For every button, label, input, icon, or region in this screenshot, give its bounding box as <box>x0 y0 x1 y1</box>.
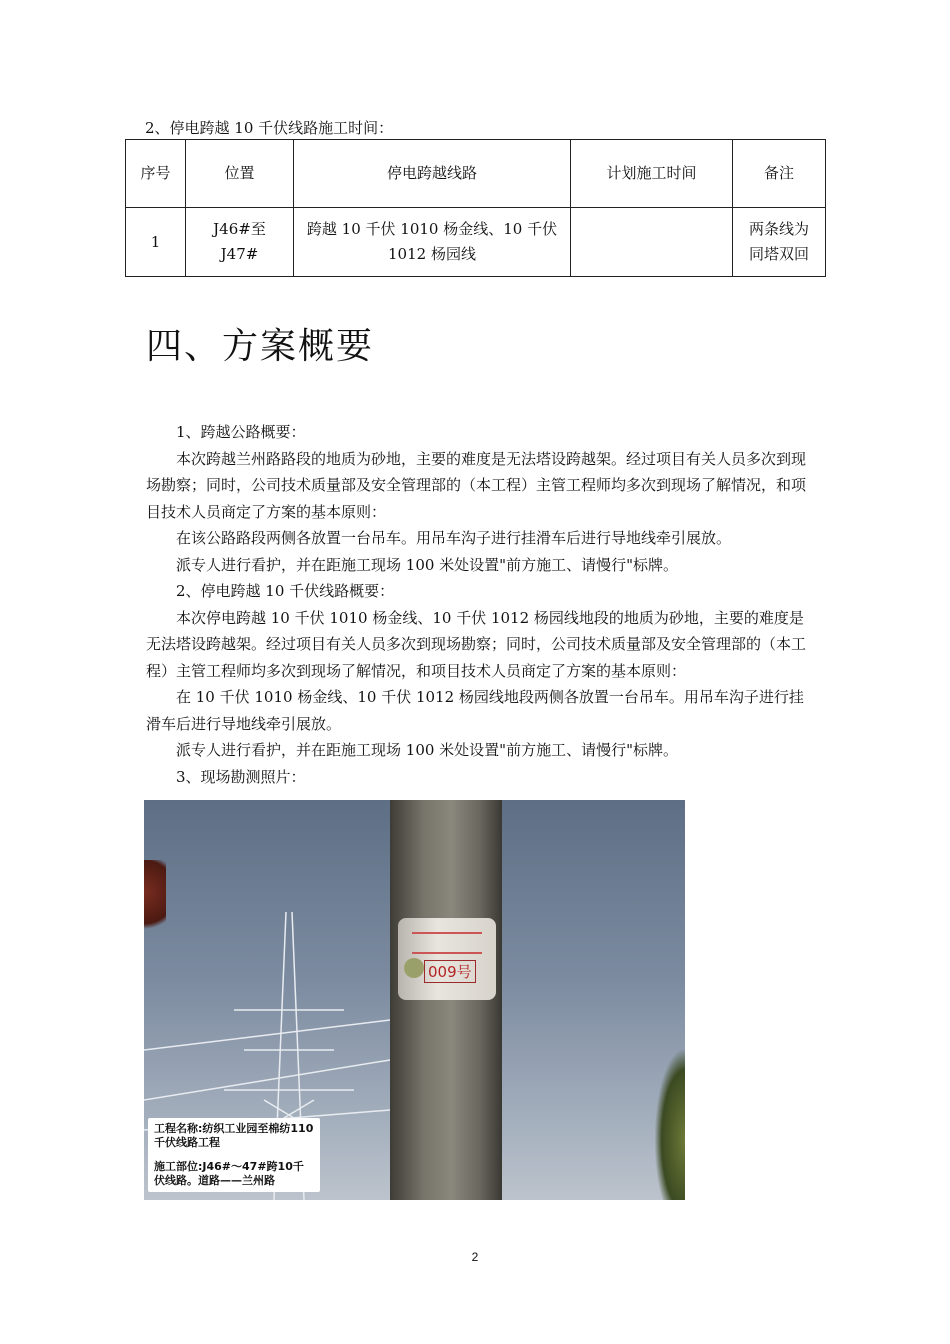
pole-number-sign <box>398 918 496 1000</box>
tree-foliage-right <box>655 1050 685 1200</box>
paragraph: 3、现场勘测照片： <box>176 767 306 786</box>
table-cell <box>571 208 733 277</box>
site-survey-photo <box>144 800 685 1200</box>
page-number: 2 <box>471 1250 479 1264</box>
paragraph: 在该公路路段两侧各放置一台吊车。用吊车沟子进行挂滑车后进行导地线牵引展放。 <box>176 529 732 547</box>
photo-info-label <box>148 1118 320 1192</box>
concrete-pole <box>390 800 502 1200</box>
paragraph: 派专人进行看护，并在距施工现场 100 米处设置"前方施工、请慢行"标牌。 <box>176 555 678 574</box>
table-cell: 跨越 10 千伏 1010 杨金线、10 千伏 1012 杨园线 <box>294 208 571 277</box>
paragraph: 1、跨越公路概要： <box>176 423 306 441</box>
paragraph: 2、停电跨越 10 千伏线路概要： <box>176 582 395 600</box>
header-cell: 位置 <box>186 140 294 208</box>
header-cell: 计划施工时间 <box>571 140 733 208</box>
pole-number: 009号 <box>424 960 476 983</box>
table-caption: 2、停电跨越 10 千伏线路施工时间： <box>145 119 394 137</box>
paragraph: 本次跨越兰州路路段的地质为砂地，主要的难度是无法塔设跨越架。经过项目有关人员多次到现场勘察；同时，公司技术质量部及安全管理部的（本工程）主管工程师均多次到现场了解情况，和项目技术人员商定了方案的基本原则： <box>146 449 807 521</box>
paragraph: 派专人进行看护，并在距施工现场 100 米处设置"前方施工、请慢行"标牌。 <box>176 741 678 759</box>
table-cell: J46#至 J47# <box>186 208 294 277</box>
project-name-text: 工程名称:纺织工业园至棉纺110千伏线路工程 <box>154 1122 314 1149</box>
paragraph: 本次停电跨越 10 千伏 1010 杨金线、10 千伏 1012 杨园线地段的地质为砂地，主要的难度是无法塔设跨越架。经过项目有关人员多次到现场勘察；同时，公司技术质量部及安全管理部的（本工程）主管工程师均多次到现场了解情况，和项目技术人员商定了方案的基本原则： <box>146 608 807 680</box>
section-heading: 四、方案概要 <box>146 326 375 367</box>
sign-emblem-icon <box>404 958 424 978</box>
header-cell: 停电跨越线路 <box>294 140 571 208</box>
paragraph: 在 10 千伏 1010 杨金线、10 千伏 1012 杨园线地段两侧各放置一台吊车。用吊车沟子进行挂滑车后进行导地线牵引展放。 <box>146 688 804 733</box>
table-header-row <box>126 140 826 208</box>
construction-location-text: 施工部位:J46#～47#跨10千伏线路。道路——兰州路 <box>154 1160 304 1187</box>
table-row <box>126 208 826 277</box>
body-text <box>146 419 808 790</box>
header-cell: 备注 <box>733 140 826 208</box>
table-cell: 两条线为同塔双回 <box>733 208 826 277</box>
table-cell: 1 <box>126 208 186 277</box>
tree-foliage-left <box>144 860 166 940</box>
schedule-table <box>125 139 826 277</box>
header-cell: 序号 <box>126 140 186 208</box>
sign-text-stripes <box>412 932 482 954</box>
